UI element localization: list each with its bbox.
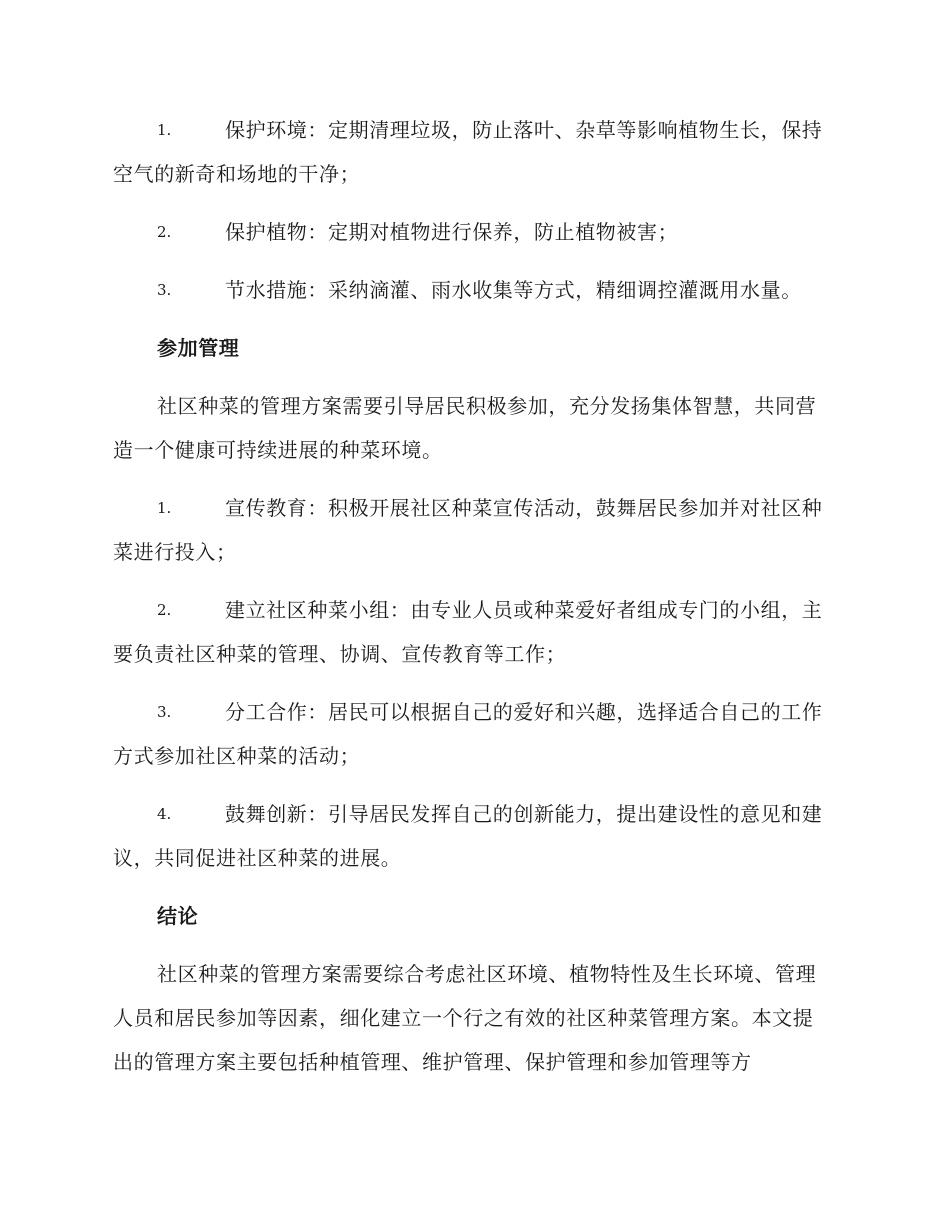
list-item [113, 792, 833, 880]
list-item [113, 486, 833, 574]
list-number: 3. [157, 281, 172, 299]
list-number: 1. [157, 121, 172, 139]
document-page [113, 108, 833, 1098]
conclusion-paragraph: 社区种菜的管理方案需要综合考虑社区环境、植物特性及生长环境、管理人员和居民参加等因素，细化建立一个行之有效的社区种菜管理方案。本文提出的管理方案主要包括种植管理、维护管理、保护管理和参加管理等方 [113, 962, 817, 1074]
list-text: 保护植物：定期对植物进行保养，防止植物被害； [225, 220, 679, 244]
list-item [113, 108, 833, 196]
list-text: 保护环境：定期清理垃圾，防止落叶、杂草等影响植物生长，保持空气的新奇和场地的干净； [113, 118, 823, 186]
list-number: 2. [157, 601, 172, 619]
list-text: 宣传教育：积极开展社区种菜宣传活动，鼓舞居民参加并对社区种菜进行投入； [113, 496, 823, 564]
list-number: 1. [157, 499, 172, 517]
participate-intro-paragraph: 社区种菜的管理方案需要引导居民积极参加，充分发扬集体智慧，共同营造一个健康可持续进展的种菜环境。 [113, 394, 817, 462]
list-text: 鼓舞创新：引导居民发挥自己的创新能力，提出建设性的意见和建议，共同促进社区种菜的进展。 [113, 802, 823, 870]
list-number: 4. [157, 805, 172, 823]
list-item [113, 690, 833, 778]
list-text: 节水措施：采纳滴灌、雨水收集等方式，精细调控灌溉用水量。 [225, 278, 802, 302]
list-text: 分工合作：居民可以根据自己的爱好和兴趣，选择适合自己的工作方式参加社区种菜的活动； [113, 700, 823, 768]
participate-list [113, 486, 833, 880]
list-item [113, 268, 833, 312]
section-heading-participate: 参加管理 [157, 336, 240, 360]
list-text: 建立社区种菜小组：由专业人员或种菜爱好者组成专门的小组，主要负责社区种菜的管理、协调、宣传教育等工作； [113, 598, 823, 666]
list-number: 2. [157, 223, 172, 241]
protect-list [113, 108, 833, 312]
list-number: 3. [157, 703, 172, 721]
list-item [113, 588, 833, 676]
list-item [113, 210, 833, 254]
section-heading-conclusion: 结论 [157, 904, 199, 928]
